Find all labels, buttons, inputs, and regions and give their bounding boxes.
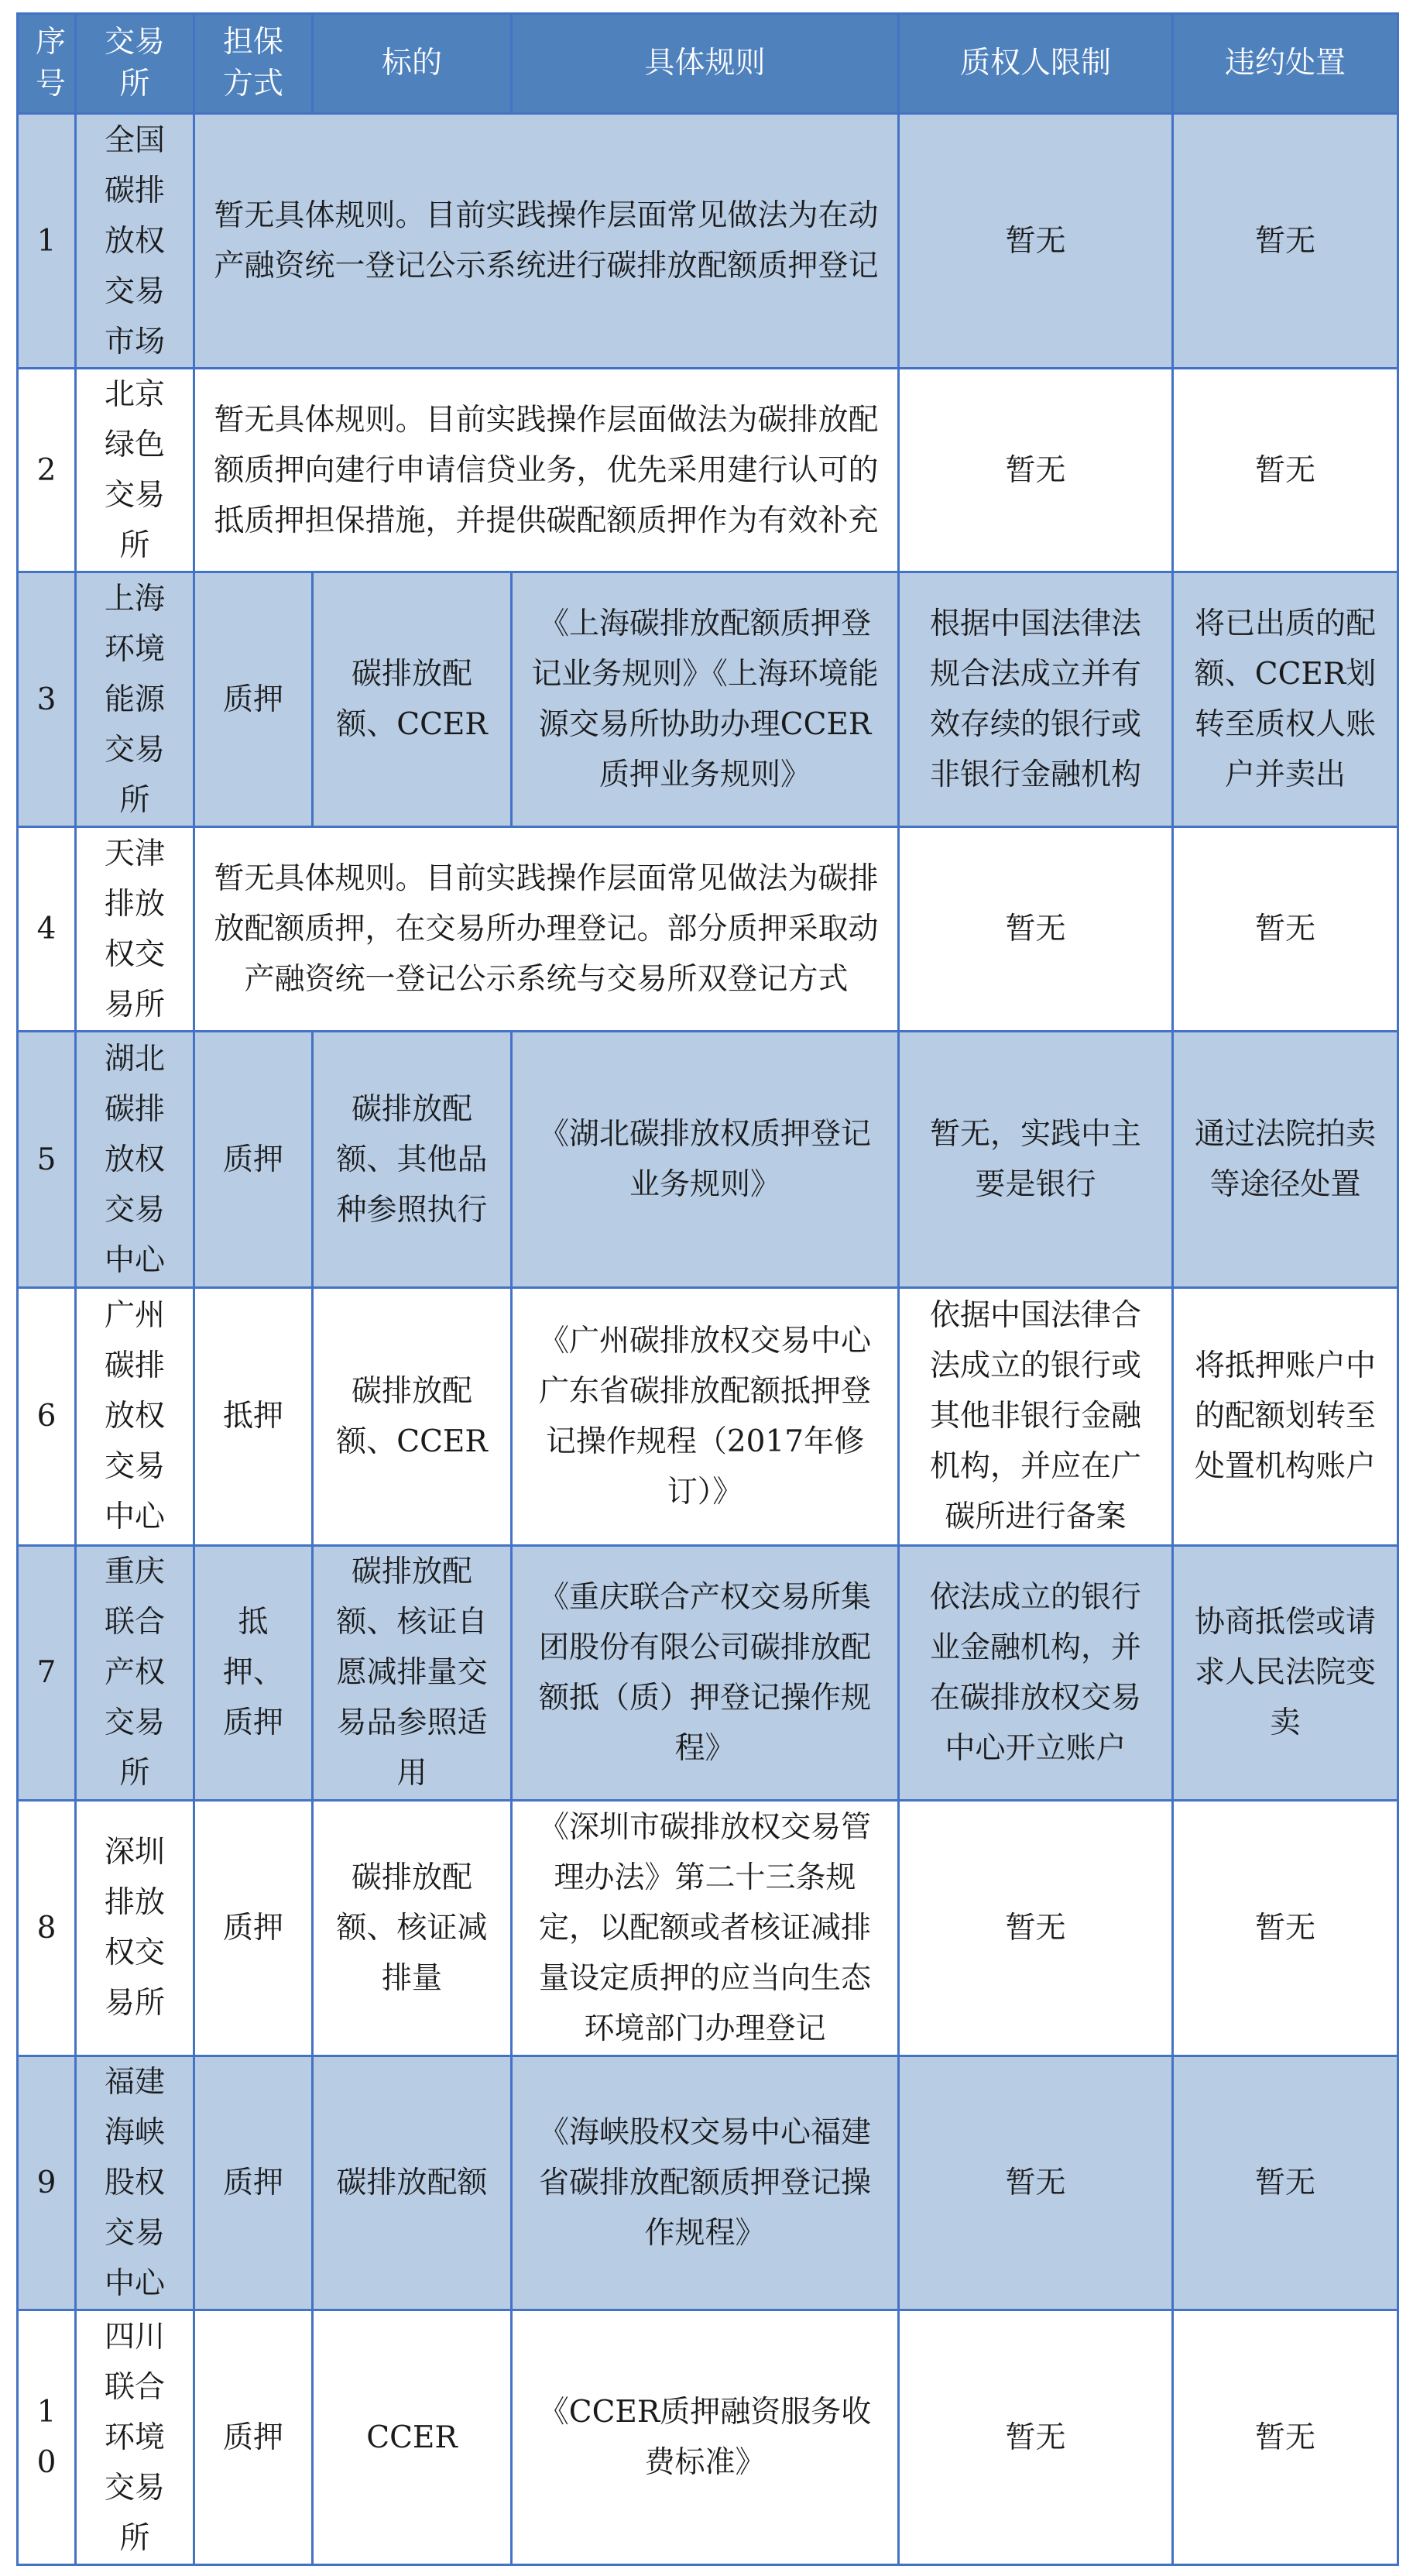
table-row	[18, 826, 1398, 1031]
table-row	[18, 1287, 1398, 1545]
row-rules: 《广州碳排放权交易中心广东省碳排放配额抵押登记操作规程（2017年修订）》	[512, 1287, 899, 1545]
row-exchange: 全国碳排放权交易市场	[76, 114, 194, 369]
table-row	[18, 114, 1398, 369]
header-no: 序号	[18, 14, 76, 114]
row-target: 碳排放配额、其他品种参照执行	[313, 1032, 512, 1288]
carbon-pledge-rules-table	[16, 12, 1399, 2566]
row-method: 质押	[194, 2056, 313, 2310]
row-exchange: 四川联合环境交易所	[76, 2310, 194, 2565]
header-pledgee: 质权人限制	[899, 14, 1173, 114]
row-rules: 《深圳市碳排放权交易管理办法》第二十三条规定，以配额或者核证减排量设定质押的应当向生态环境部门办理登记	[512, 1801, 899, 2056]
header-rules: 具体规则	[512, 14, 899, 114]
row-method: 抵押、质押	[194, 1545, 313, 1801]
table-row	[18, 2056, 1398, 2310]
row-pledgee: 暂无	[899, 368, 1173, 572]
row-exchange: 福建海峡股权交易中心	[76, 2056, 194, 2310]
row-no: 2	[18, 368, 76, 572]
row-default: 暂无	[1173, 1801, 1398, 2056]
row-default: 将抵押账户中的配额划转至处置机构账户	[1173, 1287, 1398, 1545]
row-merged-rules: 暂无具体规则。目前实践操作层面常见做法为在动产融资统一登记公示系统进行碳排放配额质押登记	[194, 114, 899, 369]
row-pledgee: 根据中国法律法规合法成立并有效存续的银行或非银行金融机构	[899, 572, 1173, 827]
header-row	[18, 14, 1398, 114]
row-no: 10	[18, 2310, 76, 2565]
row-exchange: 重庆联合产权交易所	[76, 1545, 194, 1801]
row-target: 碳排放配额、核证自愿减排量交易品参照适用	[313, 1545, 512, 1801]
row-exchange: 天津排放权交易所	[76, 826, 194, 1031]
row-no: 3	[18, 572, 76, 827]
row-no: 8	[18, 1801, 76, 2056]
row-merged-rules: 暂无具体规则。目前实践操作层面常见做法为碳排放配额质押，在交易所办理登记。部分质押采取动产融资统一登记公示系统与交易所双登记方式	[194, 826, 899, 1031]
row-exchange: 上海环境能源交易所	[76, 572, 194, 827]
row-default: 暂无	[1173, 2310, 1398, 2565]
row-target: 碳排放配额、CCER	[313, 572, 512, 827]
row-default: 暂无	[1173, 826, 1398, 1031]
header-default: 违约处置	[1173, 14, 1398, 114]
row-target: 碳排放配额、CCER	[313, 1287, 512, 1545]
row-default: 协商抵偿或请求人民法院变卖	[1173, 1545, 1398, 1801]
row-pledgee: 暂无	[899, 2310, 1173, 2565]
row-no: 1	[18, 114, 76, 369]
row-method: 质押	[194, 1032, 313, 1288]
row-method: 质押	[194, 2310, 313, 2565]
row-default: 暂无	[1173, 368, 1398, 572]
row-rules: 《海峡股权交易中心福建省碳排放配额质押登记操作规程》	[512, 2056, 899, 2310]
row-pledgee: 暂无	[899, 2056, 1173, 2310]
row-exchange: 湖北碳排放权交易中心	[76, 1032, 194, 1288]
row-no: 6	[18, 1287, 76, 1545]
row-rules: 《上海碳排放配额质押登记业务规则》《上海环境能源交易所协助办理CCER质押业务规则》	[512, 572, 899, 827]
row-rules: 《重庆联合产权交易所集团股份有限公司碳排放配额抵（质）押登记操作规程》	[512, 1545, 899, 1801]
row-pledgee: 暂无	[899, 826, 1173, 1031]
header-exchange: 交易所	[76, 14, 194, 114]
row-exchange: 深圳排放权交易所	[76, 1801, 194, 2056]
row-pledgee: 依据中国法律合法成立的银行或其他非银行金融机构，并应在广碳所进行备案	[899, 1287, 1173, 1545]
row-target: 碳排放配额、核证减排量	[313, 1801, 512, 2056]
row-default: 暂无	[1173, 2056, 1398, 2310]
row-no: 9	[18, 2056, 76, 2310]
row-target: 碳排放配额	[313, 2056, 512, 2310]
row-no: 4	[18, 826, 76, 1031]
row-pledgee: 暂无	[899, 1801, 1173, 2056]
row-pledgee: 暂无，实践中主要是银行	[899, 1032, 1173, 1288]
row-method: 质押	[194, 572, 313, 827]
row-merged-rules: 暂无具体规则。目前实践操作层面做法为碳排放配额质押向建行申请信贷业务，优先采用建行认可的抵质押担保措施，并提供碳配额质押作为有效补充	[194, 368, 899, 572]
row-rules: 《湖北碳排放权质押登记业务规则》	[512, 1032, 899, 1288]
row-default: 通过法院拍卖等途径处置	[1173, 1032, 1398, 1288]
header-method: 担保方式	[194, 14, 313, 114]
table-row	[18, 368, 1398, 572]
table-row	[18, 1545, 1398, 1801]
row-method: 抵押	[194, 1287, 313, 1545]
row-no: 7	[18, 1545, 76, 1801]
row-method: 质押	[194, 1801, 313, 2056]
table-row	[18, 1032, 1398, 1288]
row-default: 暂无	[1173, 114, 1398, 369]
table-row	[18, 1801, 1398, 2056]
row-target: CCER	[313, 2310, 512, 2565]
row-pledgee: 依法成立的银行业金融机构，并在碳排放权交易中心开立账户	[899, 1545, 1173, 1801]
row-default: 将已出质的配额、CCER划转至质权人账户并卖出	[1173, 572, 1398, 827]
table-row	[18, 2310, 1398, 2565]
row-pledgee: 暂无	[899, 114, 1173, 369]
row-no: 5	[18, 1032, 76, 1288]
row-exchange: 北京绿色交易所	[76, 368, 194, 572]
table-row	[18, 572, 1398, 827]
row-exchange: 广州碳排放权交易中心	[76, 1287, 194, 1545]
row-rules: 《CCER质押融资服务收费标准》	[512, 2310, 899, 2565]
header-target: 标的	[313, 14, 512, 114]
